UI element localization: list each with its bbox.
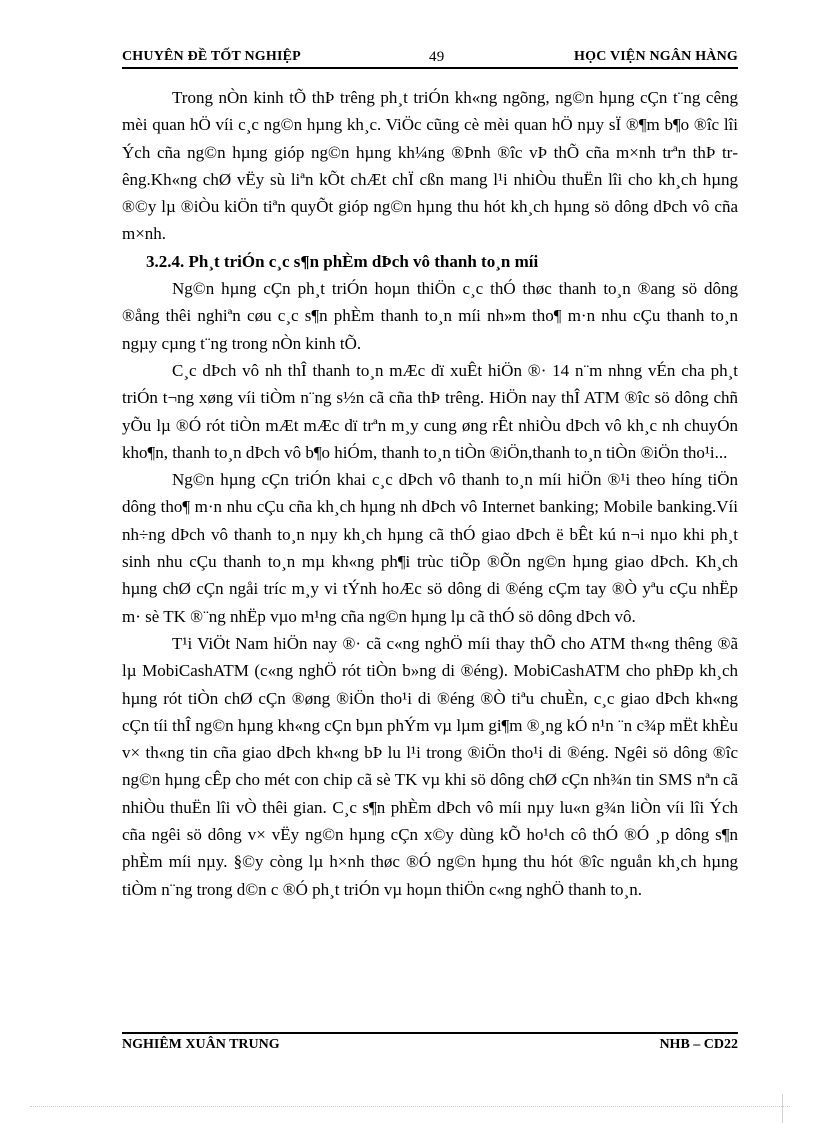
page-number: 49 xyxy=(429,49,445,65)
header-document-type: CHUYÊN ĐỀ TỐT NGHIỆP xyxy=(122,49,301,64)
header-institution: HỌC VIỆN NGÂN HÀNG xyxy=(574,49,738,64)
paragraph-section-4: T¹i ViÖt Nam hiÖn nay ®· cã c«ng nghÖ míi thay thÕ cho ATM th«ng thêng ®ã lµ MobiCashATM (c«ng nghÖ rót tiÒn b»ng di ®éng). MobiCashATM cho phÐp kh¸ch hµng rót tiÒn chØ cÇn ®øng ®iÖn tho¹i di ®éng ®Ò tiªu chuÈn, c¸c giao dÞch kh«ng cÇn tíi thÎ ng©n hµng kh«ng cÇn bµn phÝm vµ lµm gi¶m ®¸ng kÓ n¹n ¨n c¾p mËt khÈu v× th«ng tin cña giao dÞch kh«ng bÞ lu l¹i trong ®iÖn tho¹i di ®éng. Ngêi sö dông ®îc ng©n hµng cÊp cho mét con chip cã sè TK vµ khi sö dông chØ cÇn nh¾n tin SMS nªn cã nhiÒu thuËn lîi vÒ thêi gian. C¸c s¶n phÈm dÞch vô míi nµy lu«n g¾n liÒn víi lîi Ých cña ngêi sö dông v× vËy ng©n hµng cÇn x©y dùng kÕ ho¹ch cô thÓ ®Ó ¸p dông s¶n phÈm míi nµy. §©y còng lµ h×nh thøc ®Ó ng©n hµng thu hót ®îc nguån kh¸ch hµng tiÒm n¨ng trong d©n c ®Ó ph¸t triÓn vµ hoµn thiÖn c«ng nghÖ thanh to¸n. xyxy=(122,633,738,899)
paragraph-intro: Trong nÒn kinh tÕ thÞ trêng ph¸t triÓn kh«ng ngõng, ng©n hµng cÇn t¨ng cêng mèi quan hÖ víi c¸c ng©n hµng kh¸c. ViÖc cũng cè mèi quan hÖ nµy sÏ ®¶m b¶o ®îc lîi Ých cña ng©n hµng gióp ng©n hµng kh¼ng ®Þnh ®îc vÞ thÕ cña m×nh trªn thÞ trêng.Kh«ng chØ vËy sù liªn kÕt chÆt chÏ cßn mang l¹i nhiÒu thuËn lîi cho kh¸ch hµng ®©y lµ ®iÒu kiÖn tiªn quyÕt gióp ng©n hµng thu hót kh¸ch hµng sö dông dÞch vô cña m×nh. xyxy=(122,88,738,244)
page-bottom-border xyxy=(30,1106,790,1107)
paragraph-section-2: C¸c dÞch vô nh thÎ thanh to¸n mÆc dï xuÊt hiÖn ®· 14 n¨m nhng vÉn cha ph¸t triÓn t¬ng xøng víi tiÒm n¨ng s½n cã cña thÞ trêng. HiÖn nay thÎ ATM ®îc sö dông chñ yÕu lµ ®Ó rót tiÒn mÆt mÆc dï trªn m¸y cung øng rÊt nhiÒu dÞch vô kh¸c nh chuyÓn kho¶n, thanh to¸n dÞch vô b¶o hiÓm, thanh to¸n tiÒn ®iÖn,thanh to¸n tiÒn ®iÖn tho¹i... xyxy=(122,360,738,462)
footer-author: NGHIÊM XUÂN TRUNG xyxy=(122,1037,280,1052)
paragraph-section-3: Ng©n hµng cÇn triÓn khai c¸c dÞch vô thanh to¸n míi hiÖn ®¹i theo híng tiÖn dông tho¶ m·n nhu cÇu cña kh¸ch hµng nh dÞch vô Internet banking; Mobile banking.Víi nh÷ng dÞch vô thanh to¸n nµy kh¸ch hµng cã thÓ giao dÞch ë bÊt kú n¬i nµo khi ph¸t sinh nhu cÇu thanh to¸n mµ kh«ng ph¶i trùc tiÕp ®Õn ng©n hµng giao dÞch. Kh¸ch hµng chØ cÇn ngåi tríc m¸y vi tÝnh hoÆc sö dông di ®éng cÇm tay ®Ò yªu cÇu nhËp m· sè TK ®¨ng nhËp vµo m¹ng cña ng©n hµng lµ cã thÓ sö dông dÞch vô. xyxy=(122,470,738,626)
page-footer xyxy=(122,1032,738,1056)
footer-class-code: NHB – CD22 xyxy=(659,1037,738,1052)
page-header xyxy=(122,47,738,69)
paragraph-section-1: Ng©n hµng cÇn ph¸t triÓn hoµn thiÖn c¸c thÓ thøc thanh to¸n ®ang sö dông ®ång thêi nghiªn cøu c¸c s¶n phÈm thanh to¸n míi nh»m tho¶ m·n nhu cÇu thanh to¸n ngµy cµng t¨ng trong nÒn kinh tÕ. xyxy=(122,279,738,353)
section-heading: 3.2.4. Ph¸t triÓn c¸c s¶n phÈm dÞch vô thanh to¸n míi xyxy=(146,251,539,271)
document-body xyxy=(122,84,738,903)
crop-mark-line xyxy=(782,1094,783,1123)
